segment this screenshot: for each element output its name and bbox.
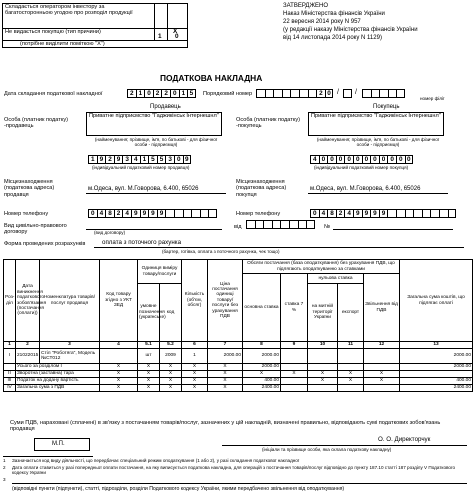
approved-l5: від 14 листопада 2014 року N 1129) <box>283 35 382 41</box>
document-title: ПОДАТКОВА НАКЛАДНА <box>160 73 263 83</box>
footnote-3: (відповідні пункти (підпункти), статті, підрозділи, розділи Податкового кодексу України, якими передбачено звільнення від оподаткування) <box>12 486 345 492</box>
contract-no-label: № <box>324 224 331 230</box>
table-row-ii: II Зворотна (заставна) тара X X X X X X X X X X <box>4 371 473 378</box>
footnote-2: Дата оплати ставиться у разі попередньої оплати постачання, на яку виписується податкова накладна, для операцій з постачання товарів/послуг відповідно до пункту 187.10 статті 187 розділу V Податкового кодексу України <box>12 465 456 476</box>
th-unit-code: код <box>160 284 182 342</box>
th-unit: Одиниця виміру товару/послуги <box>138 260 182 284</box>
order-cells[interactable]: 2 0 <box>256 89 333 98</box>
seller-phone-label: Номер телефону <box>4 211 49 217</box>
buyer-name-note: (найменування; прізвище, ім'я, по батькові - для фізичної особи - підприємця) <box>316 137 440 148</box>
order-ext-cell[interactable] <box>343 89 352 98</box>
order-slash-1: / <box>337 89 339 96</box>
payment-label: Форма проведених розрахунків <box>4 241 86 247</box>
buyer-header: Покупець <box>373 104 400 110</box>
th-7: ставка 7 % <box>281 274 308 342</box>
reason-code-1: 1 <box>158 33 162 40</box>
approved-title: ЗАТВЕРДЖЕНО <box>283 3 329 9</box>
table-row-total-i: Усього за розділом I X X X X X 2000.00 2000.00 <box>4 364 473 371</box>
th-zero: нульова ставка <box>308 274 364 284</box>
th-main: основна ставка <box>243 274 281 342</box>
seller-ipn-label: (індивідуальний податковий номер продавця) <box>92 165 190 170</box>
th-amounts: Обсяги постачання (база оподаткування) без урахування ПДВ, що підлягають оподаткуванню за ставками <box>243 260 400 274</box>
vat-statement: Суми ПДВ, нараховані (сплачені) в зв'язку з постачанням товарів/послуг, зазначених у цій накладній, визначені правильно, відповідають сумі податкових зобов'язань продавця <box>10 420 441 433</box>
investor-label: Складається оператором інвестору за багатосторонньою угодою про розподіл продукції <box>5 4 133 17</box>
th-section: Роз-діл <box>4 260 16 342</box>
seller-phone-cells[interactable]: 0 4 8 2 4 9 9 9 9 <box>88 209 217 218</box>
footnote-mark-1: 1 <box>3 458 6 463</box>
approved-l4: (у редакції наказу Міністерства фінансів України <box>283 27 418 33</box>
contract-sublabel: (вид договору) <box>94 230 126 235</box>
table-row-iv: IV Загальна сума з ПДВ X X X X X 2400.00 2400.00 <box>4 385 473 392</box>
buyer-address: м.Одеса, вул. М.Говорова, 6.400, 65026 <box>310 186 421 192</box>
th-exempt: Звільнення від ПДВ <box>364 274 400 342</box>
th-export: експорт <box>338 284 364 342</box>
signer-name: О. О. Директорчук <box>378 436 431 443</box>
seller-name-note: (найменування; прізвище, ім'я, по батькові - для фізичної особи - підприємця) <box>94 137 218 148</box>
reason-code-0: 0 <box>175 33 179 40</box>
buyer-ipn-label: (індивідуальний податковий номер покупця) <box>314 165 409 170</box>
buyer-person-label: Особа (платник податку) -покупець <box>236 117 300 130</box>
seller-address: м.Одеса, вул. М.Говорова, 6.400, 65026 <box>88 186 199 192</box>
not-issued-mark[interactable]: X <box>173 28 178 35</box>
th-qty: Кількість (об'єм, обсяг) <box>182 260 208 342</box>
buyer-location-label: Місцезнаходження (податкова адреса) покупця <box>236 179 287 198</box>
approved-l3: 22 вересня 2014 року N 957 <box>283 19 361 25</box>
order-slash-2: / <box>355 89 357 96</box>
seller-location-label: Місцезнаходження (податкова адреса) продавця <box>4 179 55 198</box>
branch-cells[interactable] <box>362 89 405 98</box>
seller-ipn-cells[interactable]: 1 9 2 9 3 4 1 5 5 3 0 9 <box>88 155 191 164</box>
th-unit-name: умовне позначення (українське) <box>138 284 160 342</box>
date-label: Дата складання податкової накладної <box>4 91 103 97</box>
mark-hint: (потрібне виділити поміткою "X") <box>20 41 105 47</box>
column-numbers-row: 1 2 3 4 5.1 5.2 6 7 8 9 10 11 12 13 <box>4 342 473 349</box>
signer-note: (ініціали та прізвище особи, яка склала податкову накладну) <box>262 447 392 452</box>
buyer-name: Приватне підприємство "Гаджикінськ Інтернешнл" <box>311 113 441 119</box>
payment-note: (бартер, готівка, оплата з поточного рахунка, чек тощо) <box>162 249 280 254</box>
seller-person-label: Особа (платник податку) -продавець <box>4 117 68 130</box>
order-label: Порядковий номер <box>203 91 253 97</box>
th-customs: на митній території України <box>308 284 338 342</box>
buyer-ipn-cells[interactable]: 4 0 0 0 0 0 0 0 0 0 0 0 <box>310 155 413 164</box>
footnote-mark-3: 3 <box>3 477 6 482</box>
th-name: Номенклатура товарів/послуг продавця <box>40 260 100 342</box>
contract-date-cells[interactable] <box>246 220 315 229</box>
th-date: Дата виникнення податкового зобов'язання (постачання (оплати)) <box>16 260 40 342</box>
seller-name: Приватне підприємство "Гаджикінськ Інтернешнл" <box>89 113 219 119</box>
table-row-iii: III Податок на додану вартість X X X X X 400.00 X X X 400.00 <box>4 378 473 385</box>
payment-value: оплата з поточного рахунка <box>102 239 182 246</box>
not-issued-label: Не видається покупцю (тип причини) <box>5 29 101 35</box>
seller-header: Продавець <box>150 104 181 110</box>
approved-l2: Наказ Міністерства фінансів України <box>283 11 385 17</box>
branch-label: номер філії <box>420 96 445 101</box>
buyer-phone-cells[interactable]: 0 4 8 2 4 9 9 9 9 <box>310 209 456 218</box>
stamp-label: М.П. <box>52 441 65 447</box>
th-total: Загальна сума коштів, що підлягає оплаті <box>400 260 473 342</box>
buyer-phone-label: Номер телефону <box>236 211 281 217</box>
table-row[interactable]: I 21022015 Стіл "Роботяга", Модель №СТ012 шт 2009 1 2000.00 2000.00 2000.00 <box>4 349 473 364</box>
footnote-mark-2: 2 <box>3 465 6 470</box>
date-cells[interactable]: 2 1 0 2 2 0 1 5 <box>127 89 196 98</box>
goods-table <box>3 259 473 392</box>
contract-label: Вид цивільно-правового договору <box>4 223 67 236</box>
contract-from-label: від <box>234 224 242 230</box>
th-code: Код товару згідно з УКТ ЗЕД <box>100 260 138 342</box>
th-price: Ціна постачання одиниці товару/послуги без урахування ПДВ <box>208 260 243 342</box>
footnote-1: Зазначається код виду діяльності, що передбачає спеціальний режим оподаткування (1 або 2), у разі складання податкової накладної <box>12 458 300 463</box>
